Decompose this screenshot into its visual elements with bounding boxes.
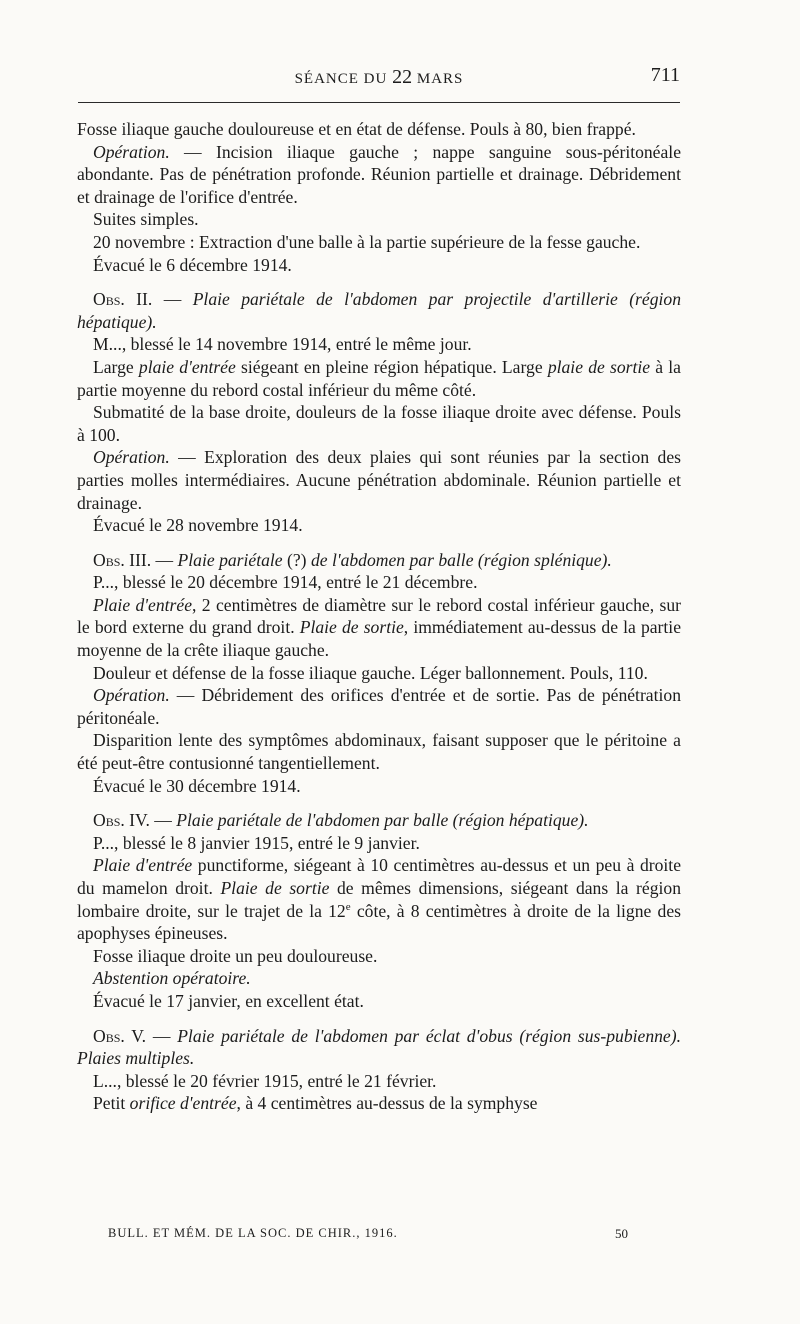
obs5-wounds xyxy=(77,1092,681,1115)
obs3-dash: — xyxy=(151,549,178,570)
obs2-plaie-sortie: plaie de sortie xyxy=(547,356,651,377)
obs2-wounds-a: Large xyxy=(93,356,139,377)
obs0-extraction: 20 novembre : Extraction d'une balle à la partie supérieure de la fesse gauche. xyxy=(93,231,641,252)
obs4-evacuation: Évacué le 17 janvier, en excellent état. xyxy=(93,990,364,1011)
footer-journal: BULL. ET MÉM. DE LA SOC. DE CHIR., 1916. xyxy=(108,1226,398,1240)
obs3-course: Disparition lente des symptômes abdominaux, faisant supposer que le péritoine a été peut-être contusionné tangentiellement. xyxy=(77,730,681,774)
obs2-evacuation: Évacué le 28 novembre 1914. xyxy=(93,515,303,536)
obs4-abstention-text: Abstention opératoire. xyxy=(93,968,251,989)
obs2-heading xyxy=(77,288,681,333)
obs3-label: Obs. III. xyxy=(93,549,152,570)
page-number: 711 xyxy=(650,64,680,86)
obs2-plaie-entree: plaie d'entrée xyxy=(138,356,236,377)
obs3-wounds-b: , immédiatement au-dessus de la partie moyenne de la crête iliaque gauche. xyxy=(77,617,682,661)
header-rule xyxy=(78,102,680,103)
footer-signature-number: 50 xyxy=(615,1226,628,1241)
obs2-exam: Submatité de la base droite, douleurs de la fosse iliaque droite avec défense. Pouls à 100. xyxy=(77,402,681,445)
obs4-patient: P..., blessé le 8 janvier 1915, entré le 9 janvier. xyxy=(93,832,420,853)
obs0-op-text: — Incision iliaque gauche ; nappe sanguine sous-péritonéale abondante. Pas de pénétration profonde. Réunion partielle et drainage. Débridement et drainage de l'orifice d'entrée. xyxy=(77,141,681,207)
obs5-patient: L..., blessé le 20 février 1915, entré le 21 février. xyxy=(93,1070,437,1091)
obs5-label: Obs. V. xyxy=(93,1025,147,1046)
obs3-title-a: Plaie pariétale xyxy=(177,549,283,570)
obs2-patient: M..., blessé le 14 novembre 1914, entré le même jour. xyxy=(93,334,472,355)
page-footer xyxy=(108,1226,628,1246)
obs4-exam: Fosse iliaque droite un peu douloureuse. xyxy=(93,945,378,966)
obs5-orifice-entree: orifice d'entrée xyxy=(129,1093,237,1114)
page-body xyxy=(77,118,681,1115)
obs2-label: Obs. II. xyxy=(93,289,153,310)
obs0-op-label: Opération. xyxy=(93,141,170,162)
obs2-op-label: Opération. xyxy=(93,447,170,468)
obs5-heading xyxy=(77,1025,681,1070)
obs3-op-label: Opération. xyxy=(93,685,170,706)
running-header xyxy=(78,62,680,92)
obs2-wounds xyxy=(77,356,681,401)
obs4-wounds-a: punctiforme, siégeant à 10 centimètres au-dessus et un peu à droite du mamelon droit. xyxy=(77,855,682,898)
obs3-title-q: (?) xyxy=(282,549,311,570)
obs2-wounds-b: siégeant en pleine région hépatique. Large xyxy=(235,356,548,377)
header-title-post: MARS xyxy=(412,71,464,87)
obs3-heading xyxy=(77,549,681,572)
obs3-wounds xyxy=(77,594,681,662)
obs2-operation xyxy=(77,446,681,514)
obs4-ordinal-sup: e xyxy=(345,900,351,913)
obs3-operation xyxy=(77,684,681,729)
obs3-plaie-entree: Plaie d'entrée xyxy=(93,594,193,615)
obs5-dash: — xyxy=(146,1025,178,1046)
obs0-operation xyxy=(77,141,681,209)
obs3-title-b: de l'abdomen par balle (région splénique). xyxy=(310,549,612,570)
obs3-exam: Douleur et défense de la fosse iliaque gauche. Léger ballonnement. Pouls, 110. xyxy=(93,662,648,683)
obs3-evacuation: Évacué le 30 décembre 1914. xyxy=(93,775,301,796)
obs2-dash: — xyxy=(152,289,193,310)
obs0-suites: Suites simples. xyxy=(93,209,199,230)
obs5-title: Plaie pariétale de l'abdomen par éclat d'obus (région sus-pubienne). Plaies multiples. xyxy=(77,1025,681,1069)
obs4-plaie-sortie: Plaie de sortie xyxy=(220,878,330,898)
obs2-wounds-c: à la partie moyenne du rebord costal inférieur du même côté. xyxy=(77,356,681,400)
obs3-wounds-a: , 2 centimètres de diamètre sur le rebord costal inférieur gauche, sur le bord externe du grand droit. xyxy=(77,594,681,638)
obs4-heading xyxy=(77,809,681,832)
obs2-title: Plaie pariétale de l'abdomen par projectile d'artillerie (région hépatique). xyxy=(77,289,681,332)
obs4-dash: — xyxy=(149,810,177,831)
obs3-plaie-sortie: Plaie de sortie xyxy=(299,617,404,638)
obs4-wounds xyxy=(77,854,681,944)
obs5-wounds-b: , à 4 centimètres au-dessus de la symphyse xyxy=(236,1093,538,1114)
header-title xyxy=(78,66,680,89)
header-title-day: 22 xyxy=(392,66,413,88)
obs0-evacuation: Évacué le 6 décembre 1914. xyxy=(93,254,292,275)
obs4-title: Plaie pariétale de l'abdomen par balle (région hépatique). xyxy=(176,810,589,831)
obs3-op-text: — Débridement des orifices d'entrée et de sortie. Pas de pénétration péritonéale. xyxy=(77,685,681,728)
obs4-label: Obs. IV. xyxy=(93,810,150,831)
obs0-exam: Fosse iliaque gauche douloureuse et en état de défense. Pouls à 80, bien frappé. xyxy=(77,119,636,139)
obs2-op-text: — Exploration des deux plaies qui sont réunies par la section des parties molles intermédiaires. Aucune pénétration abdominale. Réunion partielle et drainage. xyxy=(77,447,681,513)
obs3-patient: P..., blessé le 20 décembre 1914, entré le 21 décembre. xyxy=(93,572,478,593)
obs5-wounds-a: Petit xyxy=(93,1093,130,1114)
obs4-abstention xyxy=(77,967,681,990)
obs4-plaie-entree: Plaie d'entrée xyxy=(93,855,193,876)
obs4-wounds-c: côte, à 8 centimètres à droite de la ligne des apophyses épineuses. xyxy=(77,900,681,944)
obs4-wounds-b: de mêmes dimensions, siégeant dans la région lombaire droite, sur le trajet de la 12 xyxy=(77,878,682,921)
header-title-pre: SÉANCE DU xyxy=(294,71,393,87)
